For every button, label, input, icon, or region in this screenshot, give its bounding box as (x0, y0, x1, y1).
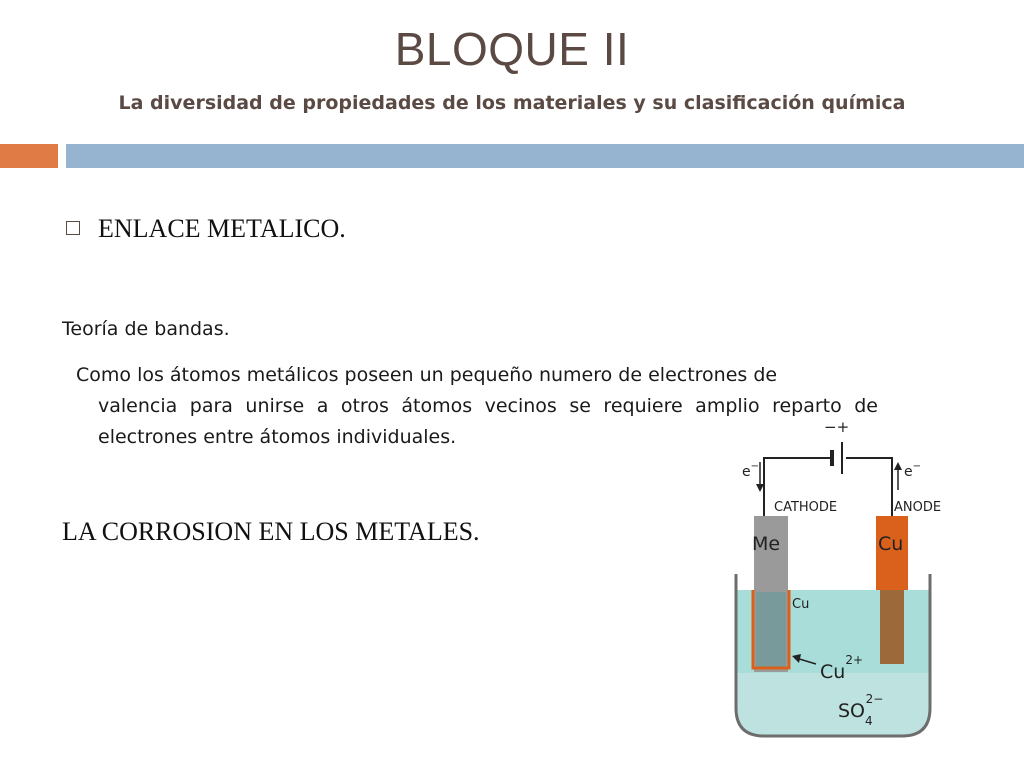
accent-bar-orange (0, 144, 58, 168)
accent-bar-blue (66, 144, 1024, 168)
cu-ion-label: $Cu^{2+}$ (820, 653, 864, 683)
slide-title: BLOQUE II (394, 23, 630, 75)
slide-subtitle: La diversidad de propiedades de los materiales y su clasificación química (118, 92, 906, 114)
anode-wire (846, 458, 892, 516)
anode-submerged (880, 590, 904, 664)
electron-arrow-up-head (894, 462, 902, 470)
bullet-square-icon (66, 221, 80, 235)
paragraph-continuation: valencia para unirse a otros átomos vecinos se requiere amplio reparto de electrones entre átomos individuales. (98, 395, 878, 448)
cathode-metal-label: Me (752, 533, 781, 555)
heading-corrosion: LA CORROSION EN LOS METALES. (62, 517, 480, 546)
electron-label-right: e− (904, 461, 922, 480)
anode-label: ANODE (894, 500, 942, 515)
heading-enlace-metalico: ENLACE METALICO. (98, 214, 346, 243)
paragraph-line-1: Como los átomos metálicos poseen un pequeño numero de electrones de (76, 364, 778, 386)
electron-label-left: e− (742, 461, 760, 480)
cathode-label: CATHODE (774, 500, 838, 515)
cathode-submerged (756, 592, 786, 668)
electrolysis-diagram (700, 418, 970, 748)
anode-metal-label: Cu (878, 533, 904, 555)
battery-signs: −+ (824, 418, 850, 436)
sulfate-ion-label: $SO_42-$ (838, 692, 884, 728)
paragraph-title: Teoría de bandas. (62, 318, 230, 340)
copper-deposit-label: Cu (792, 597, 810, 612)
electron-arrow-down-head (756, 484, 764, 492)
